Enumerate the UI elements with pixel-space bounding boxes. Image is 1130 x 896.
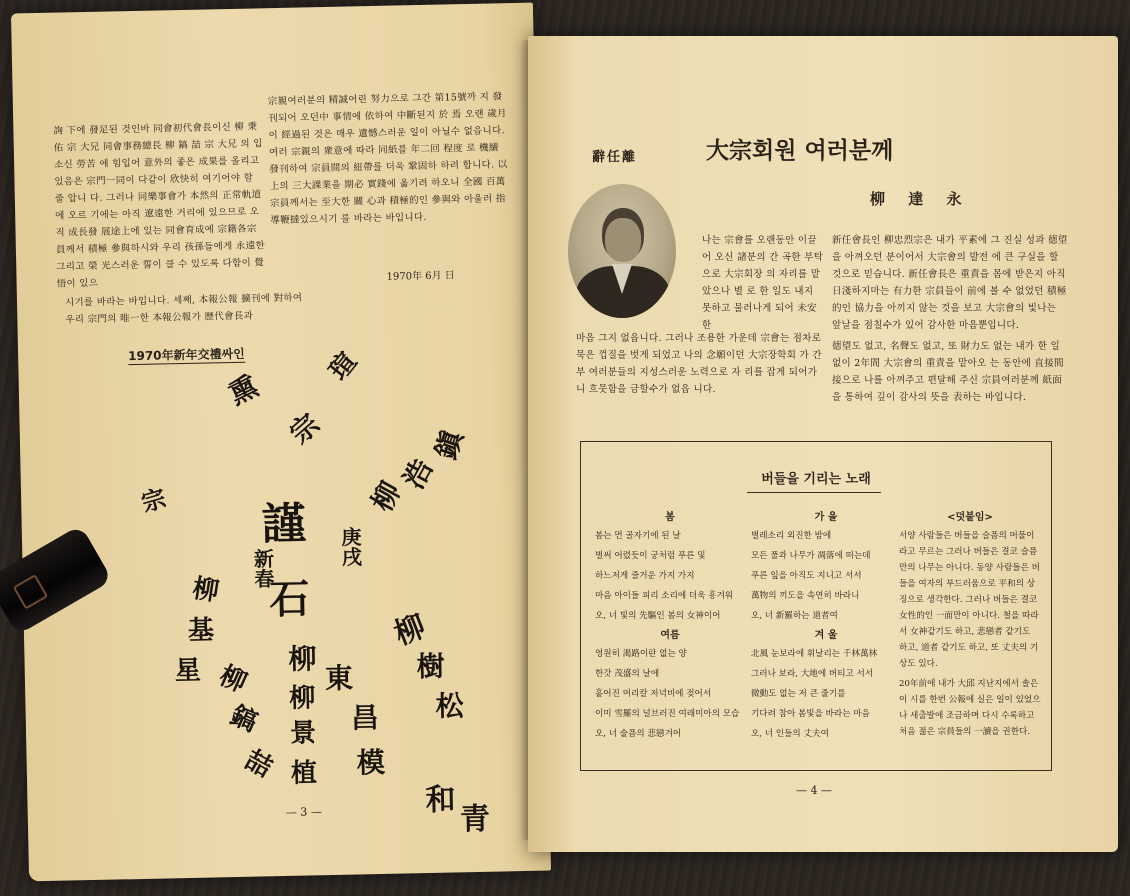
poem-line: 하느저게 즐거운 가지 가지 [595,571,695,581]
poem-note: 서양 사람들은 버들을 슬픔의 머물이라고 무르는 그러나 버들은 결코 슬픔만의 나무는 아니다. 동양 사람들은 버들을 여자의 부드러움으로 平和의 상징으로 생각한다. 그러나 버들은 결코 女性的인 一面만이 아니다. 철을 따라서 女神같기도 하고, 悲戀者 같기도 하고, 道者 같기도 하고, 또 丈夫의 기상도 있다. [899,531,1040,669]
signature-char: 柳 [365,476,408,517]
signature-char: 庚戌 [337,526,363,567]
signature-section-label: 1970年新年交禮싸인 [128,346,245,364]
left-page-number: — 3 — [285,805,322,819]
signature-char: 浩 [396,453,440,495]
poem-line: 萬物의 끼도을 속연히 바라니 [751,591,860,601]
signature-char: 東 [324,661,354,696]
signature-char: 柳 [190,573,221,608]
right-page-number: — 4 — [796,784,832,797]
poem-line: 엉원히 渴路이란 없는 양 [595,649,687,659]
poem-line: 오, 너 新羅하는 道者여 [751,611,838,621]
signature-char: 模 [356,745,386,780]
signature-char: 謹 [261,498,307,551]
poem-title: 버들을 기리는 노래 [761,472,871,487]
poem-line: 北風 눈보라에 휘날리는 千林萬林 [751,649,878,659]
poem-section-heading: 가 을 [814,512,838,523]
poem-section-heading: <덧붙임> [947,512,993,523]
left-page [11,3,551,882]
left-col1-text: 詢 下에 發足된 것인바 同會初代會長이신 柳 秉 佑 宗 大兄 同會事務總長 柳 鎬 喆 宗 大兄 의 입소신 勞苦 에 힘입어 意外의 좋은 成果를 올리고 있음은 宗門一同이 다같이 欣快히 여기어야 할 줄 압니 다. 그러나 同樂事會가 本然의 正常軌道에 오르 기에는 아직 遼遠한 거리에 있으므로 오직 成長發 展途上에 있는 同會育成에 宗籍各宗員께서 積極 參與하시와 우리 孩孫들에게 永遠한 그리고 榮 光스러운 誓이 클 수 있도록 다함이 覺悟이 있으 [53,121,266,290]
left-text-column-2 [268,88,511,229]
signature-char: 松 [435,689,464,723]
left-text-column-1 [53,118,267,292]
poem-line: 봄는 먼 골자기에 된 날 [595,531,681,541]
signature-char: 柳 [288,642,317,676]
article-text-c: 마음 그지 없읍니다. 그러나 조용한 가운데 宗會는 점차로 묵은 껍질을 벗게 되었고 나의 念願이던 大宗장학회 가 간부 여러분들의 지성스러운 노력으로 자 리를 잡게 되어가니 흐뭇함을 금할수가 없읍 니다. [576,333,822,395]
article-text-right-bottom [832,338,1068,406]
article-text-beside-photo [702,232,826,334]
poem-line: 모든 풀과 나무가 凋落에 떠는데 [751,551,871,561]
poem-box [580,441,1052,771]
article-title: 大宗회원 여러분께 [706,138,894,164]
signature-char: 喆 [239,744,278,784]
article-text-d: 德望도 없고, 名聲도 없고, 또 財力도 없는 내가 한 일 없이 2年間 大宗會의 重責을 맡아오 는 동안에 直接間接으로 나를 아껴주고 편달해 주신 宗員여러분께 紙面을 통하여 깊이 감사의 뜻을 表하는 바입니다. [832,341,1064,403]
signature-char: 鎬 [225,700,262,739]
left-col2-text: 宗親여러분의 精誠어린 努力으로 그간 第15號까 지 發刊되어 오던中 事情에 依하여 中斷된지 於 焉 오랜 歲月이 經過된 것은 매우 遺憾스러운 일이 아닐수 없읍니다. 여러 宗親의 衆意에 따라 同紙를 年二回 程度 로 機續 發刊하여 宗員間의 紐帶를 더욱 鞏固하 하려 합니다. 以上의 三大課業을 期必 實踐에 옮기려 하오니 全國 百萬宗員께서는 至大한 關 心과 積極的인 參與와 아울러 指導鞭撻있으시기 를 바라는 바입니다. [267,91,508,227]
article-text-below-photo [576,330,826,398]
poem-section-heading: 봄 [665,512,675,523]
poem-section-heading: 겨 울 [814,630,838,641]
signature-char: 青 [459,801,491,838]
signature-char: 景 [289,718,317,749]
signature-char: 昌 [350,701,380,735]
signature-char: 基 [187,615,215,646]
signature-char: 柳 [389,608,431,653]
article-tag: 辭任離 [592,150,638,165]
signature-char: 星 [174,655,202,687]
poem-line: 마음 아이들 피리 소리에 더욱 흥겨워 [595,591,734,601]
poem-note: 20年前에 내가 大邱 지난지에서 솔은이 시를 한번 公報에 실은 일이 있었으나 세출발에 조금하며 다시 수록하고 처음 젊은 宗員들의 一讀을 권한다. [899,679,1041,737]
pen-cap-emblem-icon [13,574,49,610]
poem-line: 벌레소리 외진한 밤에 [751,531,832,541]
poem-line: 이미 雪羅의 널브러진 여래미아의 모습 [595,709,740,719]
poem-column-3 [899,510,1041,744]
signature-char: 新春 [250,548,276,589]
signature-char: 宗 [138,482,170,518]
poem-line: 흩어진 머리칼 저녁비에 젖어서 [595,689,712,699]
portrait-face [605,218,641,262]
signature-char: 植 [290,758,318,789]
author-portrait-photo [568,184,676,318]
article-text-b: 新任會長인 柳忠烈宗은 내가 平素에 그 진실 성과 德望을 아껴오던 분이어서 大宗會의 발전 에 큰 구실을 할것으로 믿습니다. 新任會長은 重責을 몸에 받은지 아직 日淺하지마는 有力한 宗員들이 前에 볼 수 없었던 積極的인 協力을 아끼지 않는 것을 보고 大宗會의 빛나는 앞날을 점칠수가 있어 감사한 마음뿐입니다. [832,235,1068,331]
poem-column-2 [751,510,901,746]
poem-line: 그러나 보라, 大地에 버티고 서서 [751,669,874,679]
letter-date: 1970年 6月 日 [386,270,455,283]
poem-line: 오, 너 술픔의 悲戀겨어 [595,729,682,739]
left-footer-text: 시기를 바라는 바입니다. 세째, 本報公報 擴刊에 對하여 우리 宗門의 唯一한 本報公報가 歷代會長과 [64,292,303,326]
article-author: 柳 達 永 [870,190,971,208]
poem-line: 기다려 참아 봄빛을 바라는 마음 [751,709,870,719]
signature-char: 鎭 [429,426,470,464]
poem-line: 오, 너 빛의 先驅인 봄의 女神이어 [595,611,721,621]
poem-column-1 [595,510,745,746]
poem-title-underline [747,492,881,493]
poem-line: 벌써 어렸듯이 궁처럼 푸른 및 [595,551,706,561]
right-page [528,36,1118,852]
signature-char: 石 [268,575,310,624]
signature-char: 和 [425,782,456,819]
poem-line: 푸른 잎을 아직도 지니고 서서 [751,571,862,581]
signature-char: 樹 [416,649,446,684]
poem-line: 오, 너 인들의 丈夫여 [751,729,829,739]
signature-char: 熏 [223,369,264,412]
poem-line: 微動도 없는 저 큰 줄기를 [751,689,846,699]
article-text-a: 나는 宗會를 오랜동안 이끌어 오신 諸분의 간 곡한 부탁으로 大宗회장 의 자리를 맡았으나 별 로 한 일도 내지 못하고 물러나게 되어 未安한 [702,235,824,331]
article-text-right-top [832,232,1068,334]
signature-char: 柳 [289,683,316,714]
poem-line: 한갓 茂盛의 날에 [595,669,660,679]
poem-section-heading: 여름 [660,630,680,641]
signature-char: 柳 [214,660,251,699]
signature-char: 宗 [283,407,327,451]
signature-char: 瑄 [323,347,364,387]
